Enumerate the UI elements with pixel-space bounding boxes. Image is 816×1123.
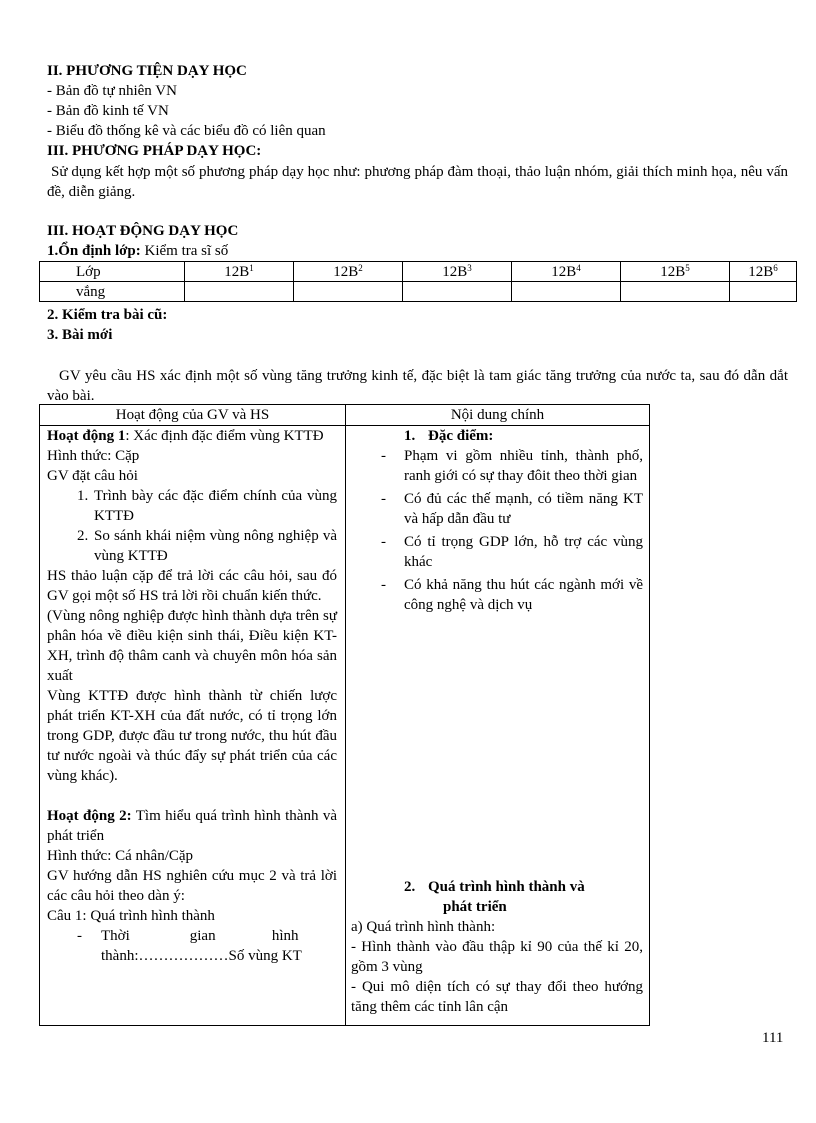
class-prefix: 12B — [333, 263, 359, 280]
content-column — [351, 426, 643, 1015]
class-cell — [294, 262, 403, 282]
activities-column — [47, 426, 337, 966]
activity-2-question: Câu 1: Quá trình hình thành — [47, 908, 215, 924]
class-cell — [403, 262, 512, 282]
class-number: 6 — [773, 262, 778, 273]
question-text: So sánh khái niệm vùng nông nghiệp và vùng KTTĐ — [94, 528, 337, 564]
class-cell — [730, 262, 797, 282]
activity-1-text: : Xác định đặc điểm vùng KTTĐ — [125, 428, 324, 444]
activity-2-title — [47, 806, 337, 846]
absent-cell — [621, 282, 730, 302]
formation-block — [351, 917, 643, 1017]
question-number: 2. — [77, 528, 89, 544]
heading-text-line-2: phát triển — [443, 899, 507, 915]
attendance-row-class — [40, 262, 797, 282]
class-prefix: 12B — [442, 263, 468, 280]
class-number: 4 — [576, 262, 581, 273]
activity-2-item-continued: thành:………………Số vùng KT — [101, 948, 302, 964]
activity-1-label: Hoạt động 1 — [47, 428, 126, 444]
formation-point: - Hình thành vào đầu thập kỉ 90 của thế kỉ 20, gồm 3 vùng — [351, 939, 643, 975]
lesson-table — [39, 404, 650, 1026]
activity-1-gv: GV đặt câu hỏi — [47, 468, 138, 484]
class-number: 5 — [685, 262, 690, 273]
header-activities: Hoạt động của GV và HS — [115, 407, 270, 423]
bullet-text: Phạm vi gồm nhiều tỉnh, thành phố, ranh giới có sự thay đôit theo thời gian — [404, 448, 643, 484]
class-prefix: 12B — [224, 263, 250, 280]
question-text: Trình bày các đặc điểm chính của vùng KTTĐ — [94, 488, 337, 524]
class-cell — [621, 262, 730, 282]
page-number: 111 — [762, 1030, 784, 1046]
heading-text-line-1: Quá trình hình thành và — [428, 879, 585, 895]
class-number: 3 — [467, 262, 472, 273]
activity-1-hs: HS thảo luận cặp để trả lời các câu hỏi, sau đó GV gọi một số HS trả lời rồi chuẩn kiến thức. — [47, 568, 337, 604]
section-2-item: - Bản đồ tự nhiên VN — [47, 83, 177, 99]
attendance-absent-label: vắng — [40, 282, 185, 302]
section-3-text: Sử dụng kết hợp một số phương pháp dạy học như: phương pháp đàm thoại, thảo luận nhóm, giải thích minh họa, nêu vấn đề, diễn giảng. — [47, 164, 788, 200]
activity-1-title — [47, 426, 337, 446]
content-bullet — [351, 489, 643, 529]
formation-point: - Qui mô diện tích có sự thay đổi theo hướng tăng thêm các tỉnh lân cận — [351, 979, 643, 1015]
column-divider — [345, 405, 346, 1025]
absent-cell — [403, 282, 512, 302]
subsection-2: 2. Kiểm tra bài cũ: — [47, 307, 168, 323]
intro-paragraph: GV yêu cầu HS xác định một số vùng tăng trưởng kinh tế, đặc biệt là tam giác tăng trưởng của nước ta, sau đó dẫn dắt vào bài. — [47, 368, 788, 404]
section-2-item: - Bản đồ kinh tế VN — [47, 103, 169, 119]
activity-1-note-2: Vùng KTTĐ được hình thành từ chiến lược phát triển KT-XH của đất nước, có tỉ trọng lớn trong GDP, được đầu tư trong nước, thu hút đầu tư nước ngoài và thúc đẩy sự phát triển của các vùng khác). — [47, 688, 337, 784]
content-bullet — [351, 446, 643, 486]
activity-2-text: Tìm hiểu quá trình hình thành và phát triển — [47, 808, 338, 844]
content-heading-2 — [404, 877, 643, 917]
class-number: 2 — [358, 262, 363, 273]
class-number: 1 — [249, 262, 254, 273]
activity-2-form: Hình thức: Cá nhân/Cặp — [47, 848, 194, 864]
absent-cell — [185, 282, 294, 302]
dash-bullet: - — [381, 491, 386, 507]
section-2-item: - Biểu đồ thống kê và các biểu đồ có liên quan — [47, 123, 326, 139]
content-heading-1 — [351, 426, 643, 446]
heading-number: 2. — [404, 879, 416, 895]
bullet-text: Có khả năng thu hút các ngành mới về công nghệ và dịch vụ — [404, 577, 643, 613]
question-item — [47, 526, 337, 566]
class-prefix: 12B — [551, 263, 577, 280]
section-4-title: III. HOẠT ĐỘNG DẠY HỌC — [47, 223, 239, 239]
heading-text: Đặc điểm: — [428, 428, 494, 444]
dash-bullet: - — [381, 448, 386, 464]
content-bullet — [351, 575, 643, 615]
absent-cell — [730, 282, 797, 302]
class-prefix: 12B — [660, 263, 686, 280]
subsection-1-text: Kiểm tra sĩ số — [140, 243, 229, 259]
bullet-text: Có tỉ trọng GDP lớn, hỗ trợ các vùng khác — [404, 534, 643, 570]
content-bullet — [351, 532, 643, 572]
attendance-table — [39, 261, 797, 302]
attendance-header-cell: Lớp — [40, 262, 185, 282]
section-2-title: II. PHƯƠNG TIỆN DẠY HỌC — [47, 63, 247, 79]
subsection-1 — [47, 242, 228, 261]
dash-bullet: - — [381, 577, 386, 593]
section-3-title: III. PHƯƠNG PHÁP DẠY HỌC: — [47, 143, 262, 159]
class-prefix: 12B — [748, 263, 774, 280]
attendance-row-absent — [40, 282, 797, 302]
heading-number: 1. — [404, 428, 416, 444]
formation-subheading: a) Quá trình hình thành: — [351, 919, 496, 935]
bullet-text: Có đủ các thế mạnh, có tiềm năng KT và hấp dẫn đầu tư — [404, 491, 643, 527]
subsection-3: 3. Bài mới — [47, 327, 113, 343]
header-content: Nội dung chính — [450, 407, 545, 423]
activity-1-note-1: (Vùng nông nghiệp được hình thành dựa trên sự phân hóa về điều kiện sinh thái, Điều kiện KT-XH, trình độ thâm canh và chuyên môn hóa sản xuất — [47, 608, 337, 684]
subsection-1-label: 1.Ổn định lớp: — [47, 243, 141, 259]
question-number: 1. — [77, 488, 89, 504]
absent-cell — [294, 282, 403, 302]
question-item — [47, 486, 337, 526]
class-cell — [185, 262, 294, 282]
dash-bullet: - — [77, 928, 82, 944]
activity-2-item — [47, 926, 337, 946]
dash-bullet: - — [381, 534, 386, 550]
activity-2-label: Hoạt động 2: — [47, 808, 132, 824]
absent-cell — [512, 282, 621, 302]
class-cell — [512, 262, 621, 282]
activity-1-form: Hình thức: Cặp — [47, 448, 140, 464]
activity-2-gv: GV hướng dẫn HS nghiên cứu mục 2 và trả lời các câu hỏi theo dàn ý: — [47, 868, 337, 904]
activity-2-item-text-a: Thời gian hình — [101, 928, 299, 944]
